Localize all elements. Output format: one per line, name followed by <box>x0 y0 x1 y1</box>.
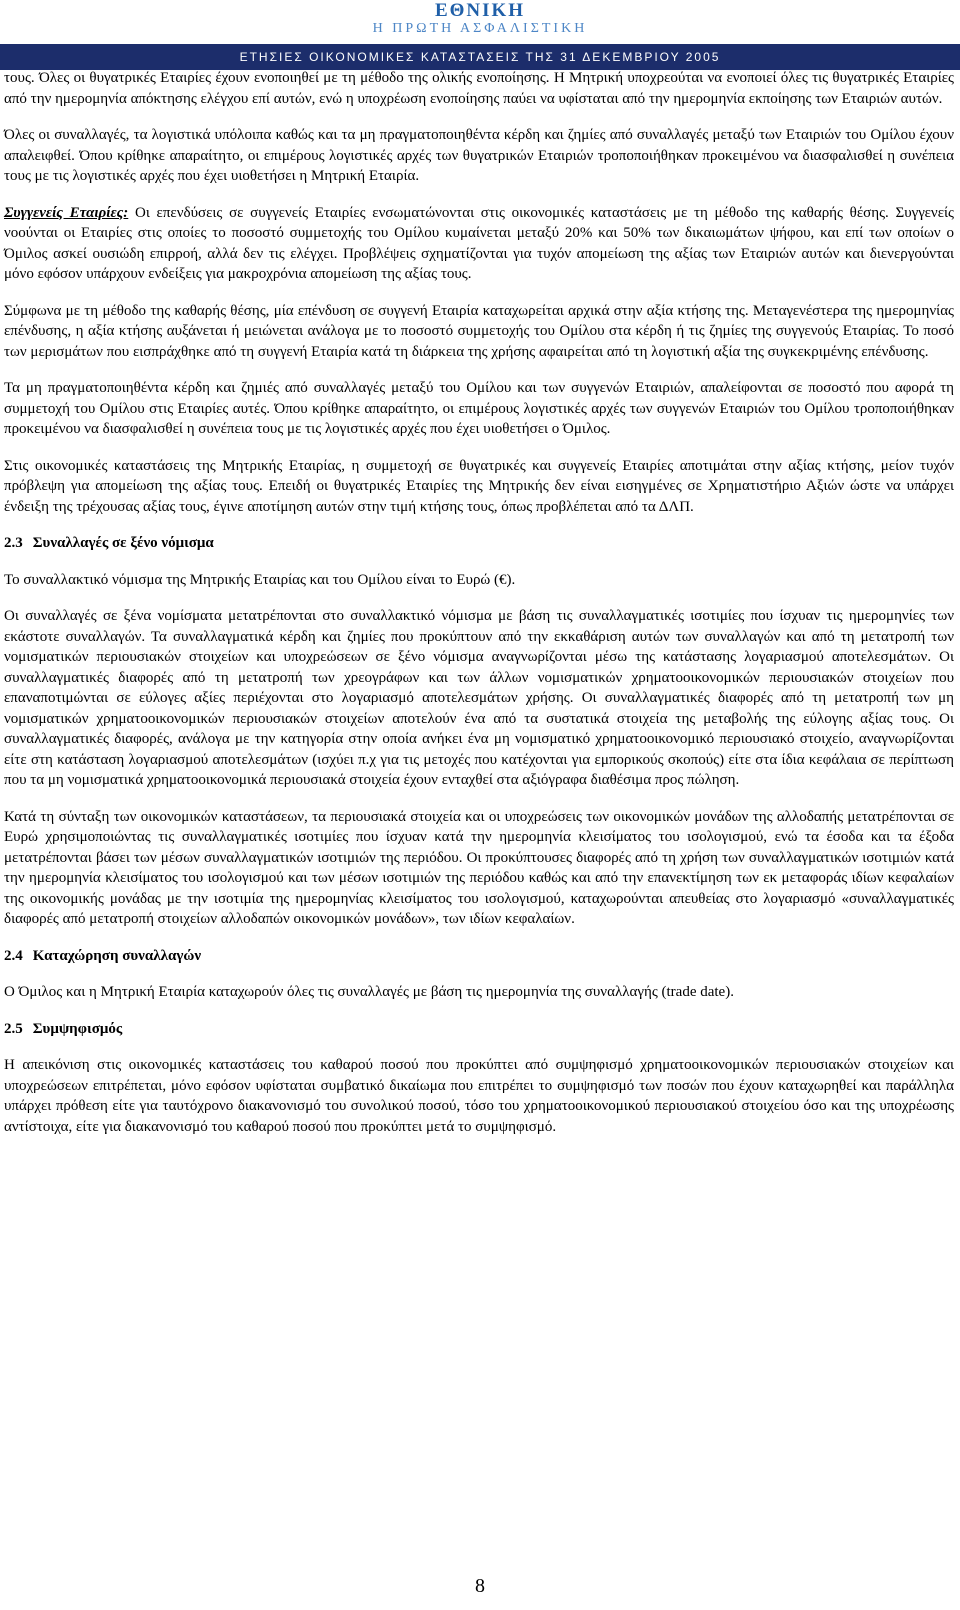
document-body <box>4 68 954 1153</box>
paragraph-text: Οι επενδύσεις σε συγγενείς Εταιρίες ενσωματώνονται στις οικονομικές καταστάσεις με τη μέθοδο της καθαρής θέσης. Συγγενείς νοούνται οι Εταιρίες στις οποίες το ποσοστό συμμετοχής του Ομίλου κυμαίνεται μεταξύ 20% και 50% των δικαιωμάτων ψήφου, και επί των οποίων ο Όμιλος ασκεί ουσιώδη επιρροή, αλλά δεν τις ελέγχει. Προβλέψεις σχηματίζονται για τυχόν απομείωση της αξίας των Εταιριών αυτών και διενεργούνται μόνο εφόσον υπάρχουν ενδείξεις για μακροχρόνια απομείωση της αξίας τους. <box>4 204 954 282</box>
section-number: 2.4 <box>4 947 23 964</box>
associates-subheading: Συγγενείς Εταιρίες: <box>4 204 129 221</box>
section-heading-2-4 <box>4 946 954 967</box>
report-title: ΕΤΗΣΙΕΣ ΟΙΚΟΝΟΜΙΚΕΣ ΚΑΤΑΣΤΑΣΕΙΣ ΤΗΣ 31 ΔΕΚΕΜΒΡΙΟΥ 2005 <box>239 50 721 64</box>
page-number: 8 <box>475 1575 485 1597</box>
paragraph: Οι συναλλαγές σε ξένα νομίσματα μετατρέπονται στο συναλλακτικό νόμισμα με βάση τις συναλλαγματικές ισοτιμίες που ίσχυαν τις ημερομηνίες των εκάστοτε συναλλαγών. Τα συναλλαγματικά κέρδη και ζημίες που προκύπτουν από την εκκαθάριση αυτών των συναλλαγών και από τη μετατροπή των νομισματικών περιουσιακών στοιχείων και υποχρεώσεων σε ξένο νόμισμα αναγνωρίζονται μέσω της κατάστασης λογαριασμού αποτελεσμάτων. Οι συναλλαγματικές διαφορές από τη μετατροπή των χρεογράφων και των άλλων νομισματικών χρηματοοικονομικών περιουσιακών στοιχείων που επαναποτιμώνται σε εύλογες αξίες περιέχονται στο λογαριασμό αποτελεσμάτων χρήσης. Οι συναλλαγματικές διαφορές από τη μετατροπή των μη νομισματικών χρηματοοικονομικών περιουσιακών στοιχείων αποτελούν ένα από τα συστατικά στοιχεία της μεταβολής της εύλογης αξίας τους. Οι συναλλαγματικές διαφορές, ανάλογα με την κατηγορία στην οποία ανήκει ένα μη νομισματικό χρηματοοικονομικό περιουσιακό στοιχείο, αναγνωρίζονται είτε στη κατάσταση λογαριασμού αποτελεσμάτων (ισχύει π.χ για τις μετοχές που κατέχονται για εμπορικούς σκοπούς) είτε στα ίδια κεφάλαια σε περίπτωση που τα μη νομισματικά χρηματοοικονομικά περιουσιακά στοιχεία έχουν ενταχθεί στα αξιόγραφα διαθέσιμα προς πώληση. <box>4 608 954 788</box>
section-heading-2-3 <box>4 533 954 554</box>
section-number: 2.5 <box>4 1020 23 1037</box>
company-name: ΕΘΝΙΚΗ <box>434 0 526 21</box>
paragraph: Σύμφωνα με τη μέθοδο της καθαρής θέσης, μία επένδυση σε συγγενή Εταιρία καταχωρείται αρχικά στην αξία κτήσης της. Μεταγενέστερα της ημερομηνίας επένδυσης, η αξία κτήσης αυξάνεται ή μειώνεται ανάλογα με το ποσοστό συμμετοχής του Ομίλου στα κέρδη ή τις ζημίες της συγγενούς Εταιρίας. Το ποσό των μερισμάτων που εισπράχθηκε από τη συγγενή Εταιρία κατά τη διάρκεια της χρήσης αφαιρείται από τη λογιστική αξία της συγκεκριμένης επένδυσης. <box>4 302 954 360</box>
section-number: 2.3 <box>4 535 23 551</box>
paragraph: Η απεικόνιση στις οικονομικές καταστάσεις του καθαρού ποσού που προκύπτει από συμψηφισμό χρηματοοικονομικών περιουσιακών στοιχείων και υποχρεώσεων επιτρέπεται, μόνο εφόσον υφίσταται συμβατικό δικαίωμα που επιτρέπει το συμψηφισμό των ποσών που έχουν καταχωρηθεί και παράλληλα υπάρχει πρόθεση είτε για ταυτόχρονο διακανονισμό του συνολικού ποσού, τόσο του χρηματοοικονομικού περιουσιακού στοιχείου όσο και της υποχρέωσης αντίστοιχα, είτε για διακανονισμό του καθαρού ποσού που προκύπτει μετά το συμψηφισμό. <box>4 1057 954 1135</box>
paragraph: Στις οικονομικές καταστάσεις της Μητρικής Εταιρίας, η συμμετοχή σε θυγατρικές και συγγενείς Εταιρίες αποτιμάται στην αξίας κτήσης, μείον τυχόν πρόβλεψη για απομείωση της αξίας τους. Επειδή οι θυγατρικές Εταιρίες της Μητρικής δεν είναι εισηγμένες σε Χρηματιστήριο Αξιών ώστε να υπάρχει ένδειξη της τρέχουσας αξίας τους, έγινε αποτίμηση αυτών στην τιμή κτήσης τους, όπως προβλέπεται από τα ΔΛΠ. <box>4 457 954 515</box>
paragraph: Όλες οι συναλλαγές, τα λογιστικά υπόλοιπα καθώς και τα μη πραγματοποιηθέντα κέρδη και ζημίες από συναλλαγές μεταξύ των Εταιριών του Ομίλου έχουν απαλειφθεί. Όπου κρίθηκε απαραίτητο, οι επιμέρους λογιστικές αρχές των θυγατρικών Εταιριών τροποποιήθηκαν προκειμένου να διασφαλισθεί η συνέπεια τους με τις λογιστικές αρχές που έχει υιοθετήσει η Μητρική Εταιρία. <box>4 127 954 184</box>
section-title: Καταχώρηση συναλλαγών <box>32 947 202 964</box>
company-tagline: Η ΠΡΩΤΗ ΑΣΦΑΛΙΣΤΙΚΗ <box>372 21 588 36</box>
paragraph: Το συναλλακτικό νόμισμα της Μητρικής Εταιρίας και του Ομίλου είναι το Ευρώ (€). <box>4 571 516 588</box>
report-header <box>0 0 960 70</box>
section-title: Συμψηφισμός <box>32 1020 123 1037</box>
paragraph-associates <box>4 203 954 285</box>
section-title: Συναλλαγές σε ξένο νόμισμα <box>32 535 214 551</box>
paragraph: Κατά τη σύνταξη των οικονομικών καταστάσεων, τα περιουσιακά στοιχεία και οι υποχρεώσεις των οικονομικών μονάδων της αλλοδαπής μετατρέπονται σε Ευρώ χρησιμοποιώντας τις συναλλαγματικές ισοτιμίες που ίσχυαν κατά την ημερομηνία κλεισίματος του ισολογισμού, ενώ τα έσοδα και τα έξοδα μετατρέπονται βάσει των μέσων συναλλαγματικών ισοτιμιών της περιόδου. Οι προκύπτουσες διαφορές από τη χρήση των συναλλαγματικών ισοτιμιών κατά την ημερομηνία κλεισίματος του ισολογισμού και των μέσων ισοτιμιών της περιόδου καθώς και από την επανεκτίμηση των εκ μεταφοράς ιδίων κεφαλαίων της οικονομικής μονάδας με την ισοτιμία της ημερομηνίας κλεισίματος του ισολογισμού, καταχωρούνται απευθείας στο λογαριασμό «συναλλαγματικές διαφορές από μετατροπή στοιχείων αλλοδαπών οικονομικών μονάδων», των ιδίων κεφαλαίων. <box>4 808 954 927</box>
section-heading-2-5 <box>4 1019 954 1040</box>
paragraph: Τα μη πραγματοποιηθέντα κέρδη και ζημιές από συναλλαγές μεταξύ του Ομίλου και των συγγενών Εταιριών, απαλείφονται σε ποσοστό που αφορά τη συμμετοχή του Ομίλου στις Εταιρίες αυτές. Όπου κρίθηκε απαραίτητο, οι επιμέρους λογιστικές αρχές των συγγενών Εταιριών του Ομίλου τροποποιήθηκαν προκειμένου να διασφαλισθεί η συνέπεια τους με τις λογιστικές αρχές που έχει υιοθετήσει ο Όμιλος. <box>4 380 954 437</box>
paragraph: τους. Όλες οι θυγατρικές Εταιρίες έχουν ενοποιηθεί με τη μέθοδο της ολικής ενοποίησης. Η Μητρική υποχρεούται να ενοποιεί όλες τις θυγατρικές Εταιρίες από την ημερομηνία απόκτησης ελέγχου επί αυτών, ενώ η υποχρέωση ενοποίησης παύει να υφίσταται από την ημερομηνία εκποίησης των Εταιριών αυτών. <box>4 70 954 107</box>
paragraph: Ο Όμιλος και η Μητρική Εταιρία καταχωρούν όλες τις συναλλαγές με βάση τις ημερομηνία της συναλλαγής (trade date). <box>4 984 734 1000</box>
